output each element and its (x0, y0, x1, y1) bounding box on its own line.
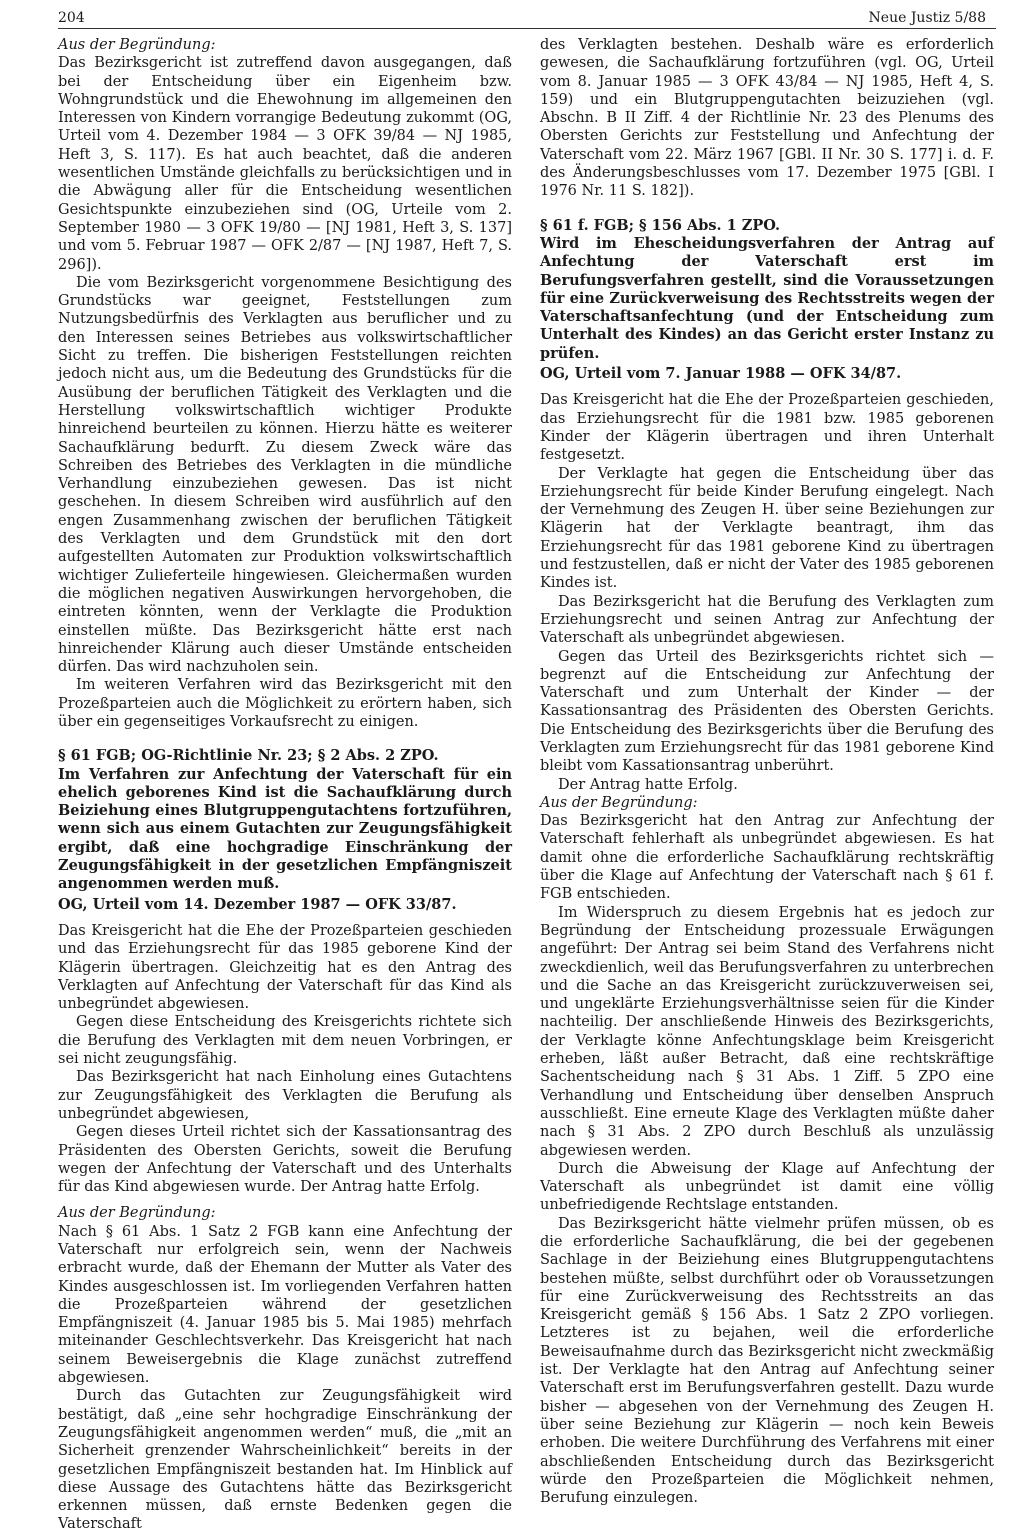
decision-citation: OG, Urteil vom 7. Januar 1988 — OFK 34/87. (540, 365, 902, 383)
legal-reference: § 61 FGB; OG-Richtlinie Nr. 23; § 2 Abs. 2 ZPO. (58, 747, 439, 765)
paragraph: Durch das Gutachten zur Zeugungsfähigkeit wird bestätigt, daß „eine sehr hochgradige Einschränkung der Zeugungsfähigkeit angenommen werden“ muß, die „mit an Sicherheit grenzender Wahrscheinlichkeit“ bereits in der gesetzlichen Empfängniszeit bestanden hat. Im Hinblick auf diese Aussage des Gutachtens hätte das Bezirksgericht erkennen müssen, daß ernste Bedenken gegen die Vaterschaft (58, 1388, 512, 1533)
section-caption: Aus der Begründung: (540, 794, 698, 811)
right-column (540, 36, 994, 1507)
paragraph: Das Bezirksgericht hat die Berufung des Verklagten zum Erziehungsrecht und seinen Antrag zur Anfechtung der Vaterschaft als unbegründet abgewiesen. (540, 593, 994, 647)
section-caption: Aus der Begründung: (58, 37, 216, 53)
left-column (58, 36, 512, 1534)
headnote: Im Verfahren zur Anfechtung der Vaterschaft für ein ehelich geborenes Kind ist die Sachaufklärung durch Beiziehung eines Blutgruppengutachtens fortzuführen, wenn sich aus einem Gutachten zur Zeugungsfähigkeit ergibt, daß eine hochgradige Einschränkung der Zeugungsfähigkeit in der gesetzlichen Empfängniszeit angenommen werden muß. (58, 765, 512, 893)
legal-reference: § 61 f. FGB; § 156 Abs. 1 ZPO. (540, 216, 781, 234)
paragraph: Das Kreisgericht hat die Ehe der Prozeßparteien geschieden und das Erziehungsrecht für das 1985 geborene Kind der Klägerin übertragen. Gleichzeitig hat es den Antrag des Verklagten auf Anfechtung der Vaterschaft für das Kind als unbegründet abgewiesen. (58, 922, 512, 1013)
header-rule (58, 28, 996, 29)
paragraph: Gegen das Urteil des Bezirksgerichts richtet sich — begrenzt auf die Entscheidung zur Anfechtung der Vaterschaft und zum Unterhalt der Kinder — der Kassationsantrag des Präsidenten des Obersten Gerichts. Die Entscheidung des Bezirksgerichts über die Berufung des Verklagten zum Erziehungsrecht für das 1981 geborene Kind bleibt vom Kassationsantrag unberührt. (540, 648, 994, 775)
page-number: 204 (58, 10, 85, 26)
paragraph: Der Verklagte hat gegen die Entscheidung über das Erziehungsrecht für beide Kinder Berufung eingelegt. Nach der Vernehmung des Zeugen H. über seine Beziehungen zur Klägerin hat der Verklagte beantragt, ihm das Erziehungsrecht für das 1981 geborene Kind zu übertragen und festzustellen, daß er nicht der Vater des 1985 geborenen Kindes ist. (540, 465, 994, 592)
paragraph: Das Bezirksgericht ist zutreffend davon ausgegangen, daß bei der Entscheidung über ein Eigenheim bzw. Wohngrundstück und die Ehewohnung im allgemeinen den Interessen von Kindern vorrangige Bedeutung zukommt (OG, Urteil vom 4. Dezember 1984 — 3 OFK 39/84 — NJ 1985, Heft 3, S. 117). Es hat auch beachtet, daß die anderen wesentlichen Umstände gleichfalls zu berücksichtigen und in die Abwägung aller für die Entscheidung wesentlichen Gesichtspunkte einzubeziehen sind (OG, Urteile vom 2. September 1980 — 3 OFK 19/80 — [NJ 1981, Heft 3, S. 137] und vom 5. Februar 1987 — OFK 2/87 — [NJ 1987, Heft 7, S. 296]). (58, 55, 512, 273)
paragraph: Durch die Abweisung der Klage auf Anfechtung der Vaterschaft als unbegründet ist damit eine völlig unbefriedigende Rechtslage entstanden. (540, 1160, 994, 1214)
paragraph: Die vom Bezirksgericht vorgenommene Besichtigung des Grundstücks war geeignet, Feststellungen zum Nutzungsbedürfnis des Verklagten aus beruflicher und zu den Interessen seines Betriebes aus volkswirtschaftlicher Sicht zu treffen. Die bisherigen Feststellungen reichten jedoch nicht aus, um die Bedeutung des Grundstücks für die Ausübung der beruflichen Tätigkeit des Verklagten und die Herstellung volkswirtschaftlich wichtiger Produkte hinreichend beurteilen zu können. Hierzu hätte es weiterer Sachaufklärung bedurft. Zu diesem Zweck wäre das Schreiben des Betriebes des Verklagten in die mündliche Verhandlung einzubeziehen gewesen. Das ist nicht geschehen. In diesem Schreiben wird ausführlich auf den engen Zusammenhang zwischen der beruflichen Tätigkeit des Verklagten und dem Grundstück mit den dort aufgestellten Automaten zur Produktion volkswirtschaftlich wichtiger Zulieferteile hingewiesen. Gleichermaßen wurden die möglichen negativen Auswirkungen hervorgehoben, die eintreten könnten, wenn der Verklagte die Produktion einstellen müßte. Das Bezirksgericht hätte erst nach hinreichender Klärung auch dieser Umstände entscheiden dürfen. Das wird nachzuholen sein. (58, 274, 512, 676)
paragraph: Das Bezirksgericht hätte vielmehr prüfen müssen, ob es die erforderliche Sachaufklärung, die bei der gegebenen Sachlage in der Beiziehung eines Blutgruppengutachtens bestehen müßte, selbst durchführt oder ob Voraussetzungen für eine Zurückverweisung des Rechtsstreits an das Kreisgericht gemäß § 156 Abs. 1 Satz 2 ZPO vorliegen. Letzteres ist zu bejahen, weil die erforderliche Beweisaufnahme durch das Bezirksgericht nicht zweckmäßig ist. Der Verklagte hat den Antrag auf Anfechtung seiner Vaterschaft erst im Berufungsverfahren gestellt. Dazu wurde bisher — abgesehen von der Vernehmung des Zeugen H. über seine Beziehung zur Klägerin — noch kein Beweis erhoben. Die weitere Durchführung des Verfahrens mit einer abschließenden Entscheidung durch das Bezirksgericht würde den Prozeßparteien die Möglichkeit nehmen, Berufung einzulegen. (540, 1215, 994, 1507)
paragraph: Gegen dieses Urteil richtet sich der Kassationsantrag des Präsidenten des Obersten Gerichts, soweit die Berufung wegen der Anfechtung der Vaterschaft und des Unterhalts für das Kind abgewiesen wurde. Der Antrag hatte Erfolg. (58, 1124, 512, 1196)
paragraph: Das Kreisgericht hat die Ehe der Prozeßparteien geschieden, das Erziehungsrecht für die 1981 bzw. 1985 geborenen Kinder der Klägerin übertragen und ihren Unterhalt festgesetzt. (540, 392, 994, 464)
paragraph: Im Widerspruch zu diesem Ergebnis hat es jedoch zur Begründung der Entscheidung prozessuale Erwägungen angeführt: Der Antrag sei beim Stand des Verfahrens nicht zweckdienlich, weil das Berufungsverfahren zu unterbrechen und die Sache an das Kreisgericht zurückzuverweisen sei, und ungeklärte Erziehungsverhältnisse seien für die Kinder nachteilig. Der anschließende Hinweis des Bezirksgerichts, der Verklagte könne Anfechtungsklage beim Kreisgericht erheben, läßt außer Betracht, daß eine rechtskräftige Sachentscheidung nach § 31 Abs. 1 Ziff. 5 ZPO eine Verhandlung und Entscheidung über denselben Anspruch ausschließt. Eine erneute Klage des Verklagten müßte daher nach § 31 Abs. 2 ZPO durch Beschluß als unzulässig abgewiesen werden. (540, 904, 994, 1159)
journal-title: Neue Justiz 5/88 (868, 10, 986, 26)
paragraph: Das Bezirksgericht hat nach Einholung eines Gutachtens zur Zeugungsfähigkeit des Verklagten die Berufung als unbegründet abgewiesen, (58, 1069, 512, 1122)
paragraph: Nach § 61 Abs. 1 Satz 2 FGB kann eine Anfechtung der Vaterschaft nur erfolgreich sein, wenn der Nachweis erbracht wurde, daß der Ehemann der Mutter als Vater des Kindes ausgeschlossen ist. Im vorliegenden Verfahren hatten die Prozeßparteien während der gesetzlichen Empfängniszeit (4. Januar 1985 bis 5. Mai 1985) mehrfach miteinander Geschlechtsverkehr. Das Kreisgericht hat nach seinem Beweisergebnis die Klage zunächst zutreffend abgewiesen. (58, 1223, 512, 1387)
paragraph: des Verklagten bestehen. Deshalb wäre es erforderlich gewesen, die Sachaufklärung fortzuführen (vgl. OG, Urteil vom 8. Januar 1985 — 3 OFK 43/84 — NJ 1985, Heft 4, S. 159) und ein Blutgruppengutachten beizuziehen (vgl. Abschn. B II Ziff. 4 der Richtlinie Nr. 23 des Plenums des Obersten Gerichts zur Feststellung und Anfechtung der Vaterschaft vom 22. März 1967 [GBl. II Nr. 30 S. 177] i. d. F. des Änderungsbeschlusses vom 17. Dezember 1975 [GBl. I 1976 Nr. 11 S. 182]). (540, 37, 994, 200)
paragraph: Im weiteren Verfahren wird das Bezirksgericht mit den Prozeßparteien auch die Möglichkeit zu erörtern haben, sich über ein gegenseitiges Vorkaufsrecht zu einigen. (58, 677, 512, 730)
paragraph: Das Bezirksgericht hat den Antrag zur Anfechtung der Vaterschaft fehlerhaft als unbegründet abgewiesen. Es hat damit ohne die erforderliche Sachaufklärung rechtskräftig über die Klage auf Anfechtung der Vaterschaft nach § 61 f. FGB entschieden. (540, 813, 994, 903)
paragraph: Gegen diese Entscheidung des Kreisgerichts richtete sich die Berufung des Verklagten mit dem neuen Vorbringen, er sei nicht zeugungsfähig. (58, 1014, 512, 1068)
headnote: Wird im Ehescheidungsverfahren der Antrag auf Anfechtung der Vaterschaft erst im Berufungsverfahren gestellt, sind die Voraussetzungen für eine Zurückverweisung des Rechtsstreits wegen der Vaterschaftsanfechtung (und der Entscheidung zum Unterhalt des Kindes) an das Gericht erster Instanz zu prüfen. (540, 234, 994, 362)
decision-citation: OG, Urteil vom 14. Dezember 1987 — OFK 33/87. (58, 895, 457, 913)
paragraph: Der Antrag hatte Erfolg. (558, 776, 738, 793)
section-caption: Aus der Begründung: (58, 1205, 216, 1222)
